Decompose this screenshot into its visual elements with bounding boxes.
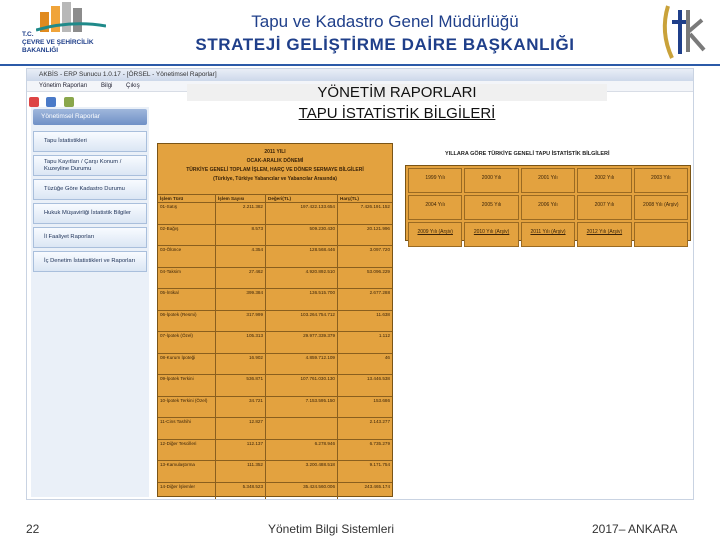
table-row [158,460,392,482]
table-cell: 2.143.277 [369,419,390,424]
window-titlebar: AKBİS - ERP Sunucu 1.0.17 - [ÖRSEL - Yönetimsel Raporlar] [27,69,694,81]
year-link[interactable] [634,222,688,247]
table-row [158,396,392,418]
table-cell: 05-İntikal [158,289,216,310]
table-cell: 536.871 [216,375,266,396]
table-cell: 04-Taksim [158,268,216,289]
table-cell: 10-İpotek Terkini (Özel) [158,397,216,418]
year-link[interactable]: 2008 Yılı (Arşiv) [634,195,688,220]
table-cell: 27.462 [216,268,266,289]
table-row [158,331,392,353]
year-link[interactable]: 2003 Yılı [634,168,688,193]
close-icon[interactable] [29,97,39,107]
table-cell: 14-Diğer İşlemler [158,483,216,501]
year-link[interactable]: 2009 Yılı (Arşiv) [408,222,462,247]
ministry-name: T.C. ÇEVRE VE ŞEHİRCİLİK BAKANLIĞI [22,31,94,54]
year-link[interactable]: 1999 Yılı [408,168,462,193]
table-row [158,374,392,396]
table-cell: 509.230.430 [266,225,338,246]
sidebar-header: Yönetimsel Raporlar [33,109,147,125]
table-cell: 29.977.339.379 [266,332,338,353]
table-cell: 399.384 [216,289,266,310]
year-link[interactable]: 2011 Yılı (Arşiv) [521,222,575,247]
table-cell: 111.352 [216,461,266,482]
table-cell: 4.354 [216,246,266,267]
table-cell: 317.999 [216,311,266,332]
table-row [158,310,392,332]
menu-item-exit[interactable]: Çıkış [126,83,140,89]
table-cell: 11-Cins Tashihi [158,418,216,439]
year-link[interactable]: 2010 Yılı (Arşiv) [464,222,518,247]
table-cell: 128.568.446 [266,246,338,267]
column-header: İşlem Türü [158,195,216,202]
table-cell: 2.211.382 [216,203,266,224]
page-title: Tapu ve Kadastro Genel Müdürlüğü [251,12,519,31]
table-cell: 11.638 [376,311,390,317]
statistics-table [157,143,393,497]
erp-window [26,68,694,500]
table-cell: 01-Satış [158,203,216,224]
table-cell: 136.515.700 [266,289,338,310]
year-link[interactable]: 2002 Yılı [577,168,631,193]
sidebar-item-tapu-istatistikleri[interactable]: Tapu İstatistikleri [33,131,147,152]
sidebar-item-hukuk-musavirligi[interactable]: Hukuk Müşavirliği İstatistik Bilgiler [33,203,147,224]
table-row [158,224,392,246]
year-link[interactable]: 2005 Yılı [464,195,518,220]
home-icon[interactable] [64,97,74,107]
table-cell: 7.153.595.150 [266,397,338,418]
column-header: İşlem Sayısı [216,195,266,202]
table-cell: 8.573 [216,225,266,246]
year-link[interactable]: 2012 Yılı (Arşiv) [577,222,631,247]
section-subtitle: TAPU İSTATİSTİK BİLGİLERİ [298,105,496,122]
year-link[interactable]: 2000 Yılı [464,168,518,193]
table-cell: 112.137 [216,440,266,461]
table-cell: 09-İpotek Terkini [158,375,216,396]
ministry-logo [22,2,132,58]
table-cell: 06-İpotek (Resmi) [158,311,216,332]
table-cell: 03-Ölünce [158,246,216,267]
table-cell: 12-Diğer Tescilleri [158,440,216,461]
table-cell: 13-Kamulaştırma [158,461,216,482]
table-cell: 6.735.279 [369,440,390,446]
table-cell: 107.761.030.130 [266,375,338,396]
table-cell: 243.465.174 [364,483,390,489]
year-link[interactable]: 2006 Yılı [521,195,575,220]
sidebar-item-faaliyet-raporlari[interactable]: İl Faaliyet Raporları [33,227,147,248]
table-cell [266,418,338,439]
table-cell: 02-Bağış [158,225,216,246]
table-cell: 12.827 [216,418,266,439]
years-grid [405,165,691,241]
table-heading [158,144,392,194]
report-year: 2011 YILI [264,149,286,155]
tkgm-logo-icon [650,2,710,62]
page-subtitle: STRATEJİ GELİŞTİRME DAİRE BAŞKANLIĞI [195,35,575,54]
table-cell: 46 [384,354,390,360]
table-row [158,439,392,461]
table-cell: 6.278.946 [266,440,338,461]
table-cell: 53.096.229 [367,268,390,274]
table-cell: 2.677.288 [369,290,390,295]
table-cell: 7.426.191.152 [360,204,390,209]
table-row [158,245,392,267]
table-cell: 4.920.892.510 [266,268,338,289]
column-header: Değeri(TL) [266,195,338,202]
table-cell: 07-İpotek (Özel) [158,332,216,353]
years-panel-title: YILLARA GÖRE TÜRKİYE GENELİ TAPU İSTATİSTİK BİLGİLERİ [445,151,610,157]
table-cell: 1.112 [378,333,390,338]
footer-center: Yönetim Bilgi Sistemleri [268,522,395,536]
table-cell: 103.264.754.712 [266,311,338,332]
sidebar-item-tapu-kayitlari[interactable]: Tapu Kayıtları / Çarşı Konum / Kuzeyline Durumu [33,155,147,176]
column-header: Harç(TL) [340,196,359,201]
header-divider [0,64,720,66]
section-title: YÖNETİM RAPORLARI [187,84,607,101]
table-row [158,353,392,375]
menu-item-info[interactable]: Bilgi [101,83,113,89]
toolbar [29,94,77,106]
sidebar-item-ic-denetim[interactable]: İç Denetim İstatistikleri ve Raporları [33,251,147,272]
table-row [158,202,392,224]
footer-right: 2017– ANKARA [592,522,678,536]
table-cell: 16.902 [216,354,266,375]
back-icon[interactable] [46,97,56,107]
table-row [158,482,392,501]
table-cell: 197.422.133.654 [266,203,338,224]
sidebar [31,107,149,497]
table-cell: 34.721 [216,397,266,418]
table-cell: 3.097.720 [369,247,390,252]
table-cell: 105.313 [216,332,266,353]
table-cell: 153.686 [373,397,390,403]
page-number: 22 [26,522,40,536]
table-cell: 5.348.523 [216,483,266,501]
year-link[interactable]: 2007 Yılı [577,195,631,220]
table-header-row [158,194,392,202]
table-cell: 20.121.996 [367,225,390,231]
table-row [158,267,392,289]
table-cell: 3.200.488.518 [266,461,338,482]
table-cell: 4.859.712.109 [266,354,338,375]
ministry-emblem-icon [36,2,106,32]
year-link[interactable]: 2004 Yılı [408,195,462,220]
sidebar-item-kadastro-durumu[interactable]: Tüzüğe Göre Kadastro Durumu [33,179,147,200]
report-note: (Türkiye, Türkiye Yabancılar ve Yabancılar Arasında) [213,176,337,182]
table-cell: 9.171.754 [369,462,390,467]
table-cell: 08-Kurum İpoteği [158,354,216,375]
table-cell: 35.424.560.006 [266,483,338,501]
report-period: OCAK-ARALIK DÖNEMİ [246,158,304,164]
table-row [158,417,392,439]
table-row [158,288,392,310]
year-link[interactable]: 2001 Yılı [521,168,575,193]
report-heading: TÜRKİYE GENELİ TOPLAM İŞLEM, HARÇ VE DÖNER SERMAYE BİLGİLERİ [186,167,364,173]
menu-item-reports[interactable]: Yönetim Raporları [39,83,88,89]
table-cell: 13.446.538 [367,376,390,381]
